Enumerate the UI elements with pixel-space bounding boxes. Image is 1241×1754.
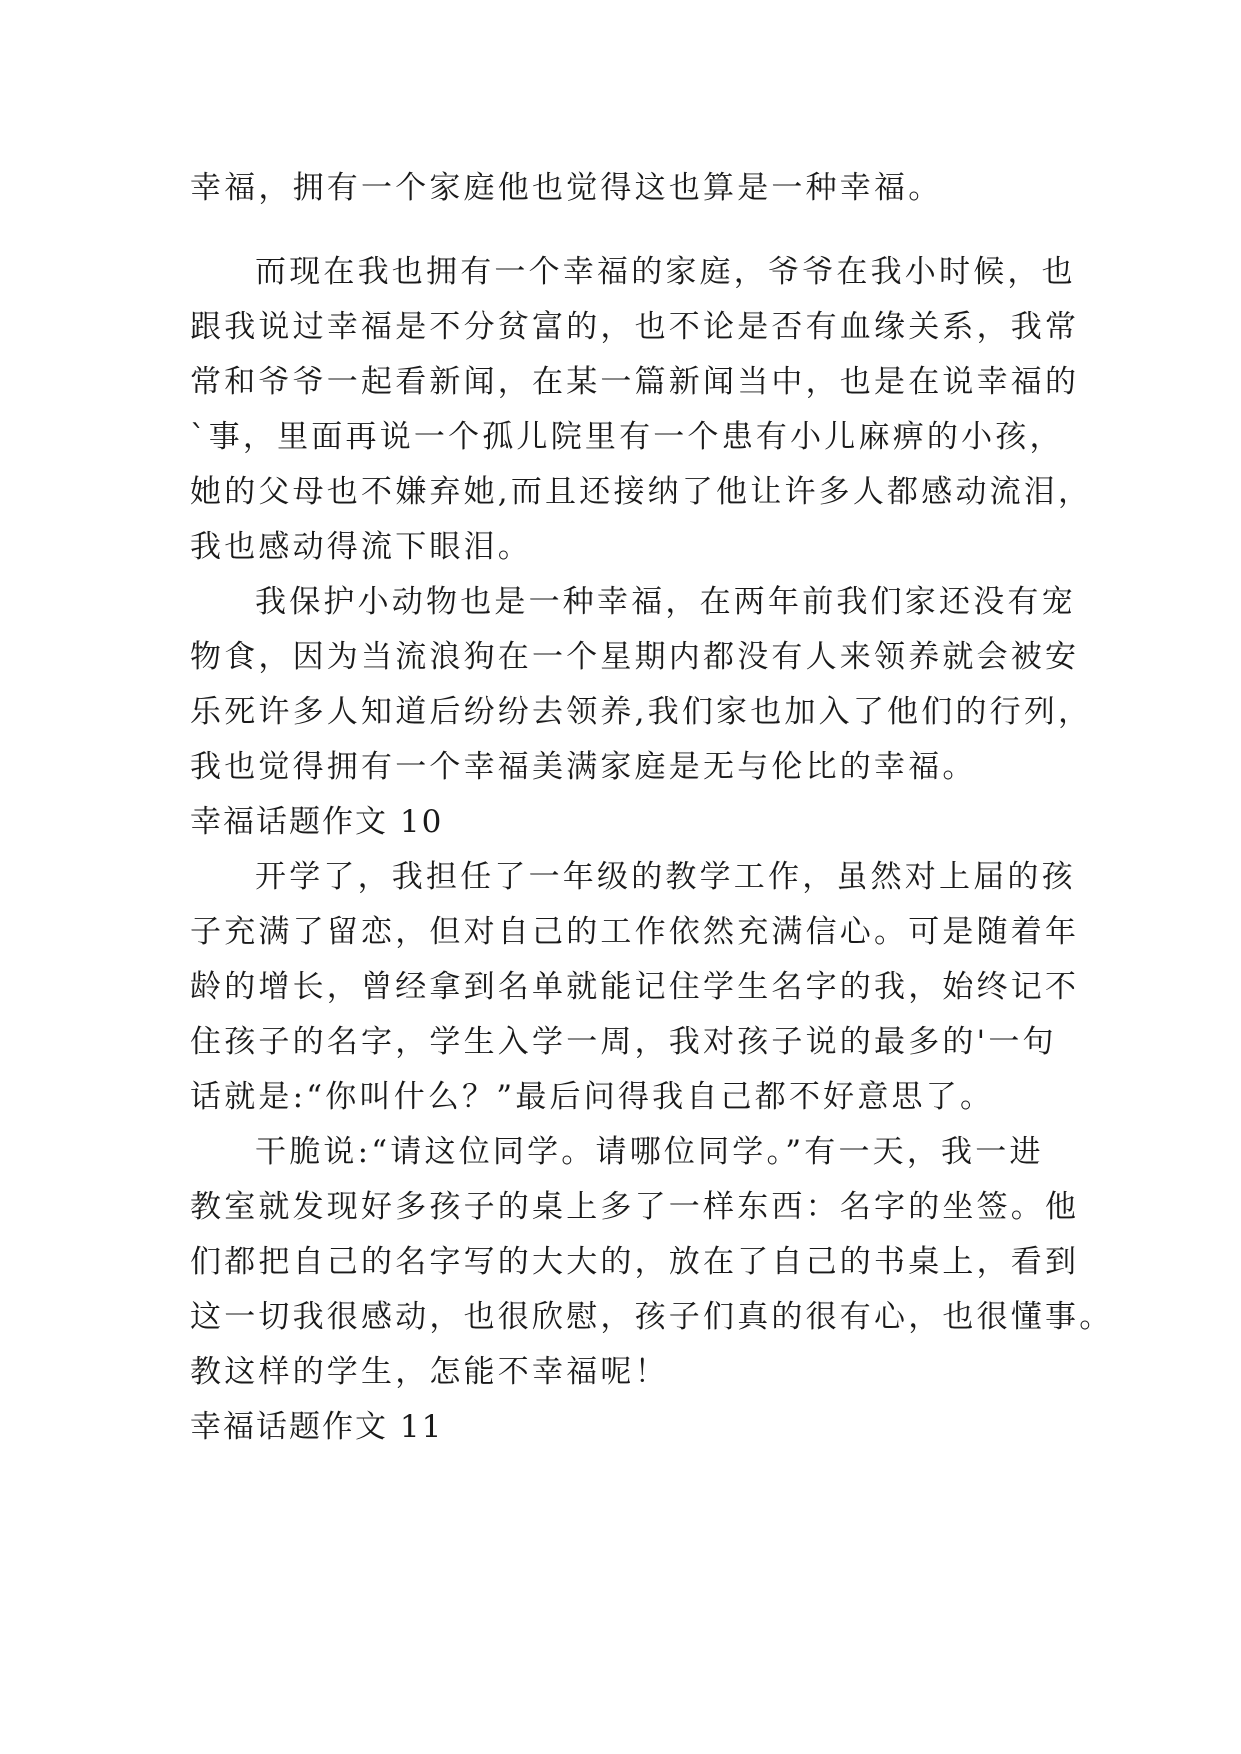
- paragraph-first-line: 我保护小动物也是一种幸福，在两年前我们家还没有宠: [255, 584, 1076, 620]
- text-line: 这一切我很感动，也很欣慰，孩子们真的很有心，也很懂事。: [190, 1299, 1114, 1335]
- text-line: 她的父母也不嫌弃她,而且还接纳了他让许多人都感动流泪，: [190, 474, 1093, 510]
- text-line: 龄的增长，曾经拿到名单就能记住学生名字的我，始终记不: [190, 969, 1080, 1005]
- text-line: 跟我说过幸福是不分贫富的，也不论是否有血缘关系，我常: [190, 309, 1080, 345]
- text-line: 乐死许多人知道后纷纷去领养,我们家也加入了他们的行列，: [190, 694, 1093, 730]
- text-line: 教室就发现好多孩子的桌上多了一样东西：名字的坐签。他: [190, 1189, 1080, 1225]
- text-line: 常和爷爷一起看新闻，在某一篇新闻当中，也是在说幸福的: [190, 364, 1080, 400]
- text-line: `事，里面再说一个孤儿院里有一个患有小儿麻痹的小孩，: [190, 419, 1064, 455]
- text-line: 住孩子的名字，学生入学一周，我对孩子说的最多的'一句: [190, 1024, 1057, 1060]
- text-line: 我也感动得流下眼泪。: [190, 529, 532, 565]
- text-line: 们都把自己的名字写的大大的，放在了自己的书桌上，看到: [190, 1244, 1080, 1280]
- text-line: 教这样的学生，怎能不幸福呢！: [190, 1354, 669, 1390]
- paragraph-first-line: 而现在我也拥有一个幸福的家庭，爷爷在我小时候，也: [255, 254, 1076, 290]
- text-line: 幸福，拥有一个家庭他也觉得这也算是一种幸福。: [190, 170, 943, 206]
- section-heading: 幸福话题作文 11: [190, 1409, 444, 1445]
- text-line: 话就是:“你叫什么？”最后问得我自己都不好意思了。: [190, 1079, 995, 1115]
- text-line: 物食，因为当流浪狗在一个星期内都没有人来领养就会被安: [190, 639, 1080, 675]
- paragraph-first-line: 开学了，我担任了一年级的教学工作，虽然对上届的孩: [255, 859, 1076, 895]
- section-heading: 幸福话题作文 10: [190, 804, 444, 840]
- text-line: 我也觉得拥有一个幸福美满家庭是无与伦比的幸福。: [190, 749, 977, 785]
- paragraph-first-line: 干脆说:“请这位同学。请哪位同学。”有一天，我一进: [255, 1134, 1044, 1170]
- text-line: 子充满了留恋，但对自己的工作依然充满信心。可是随着年: [190, 914, 1080, 950]
